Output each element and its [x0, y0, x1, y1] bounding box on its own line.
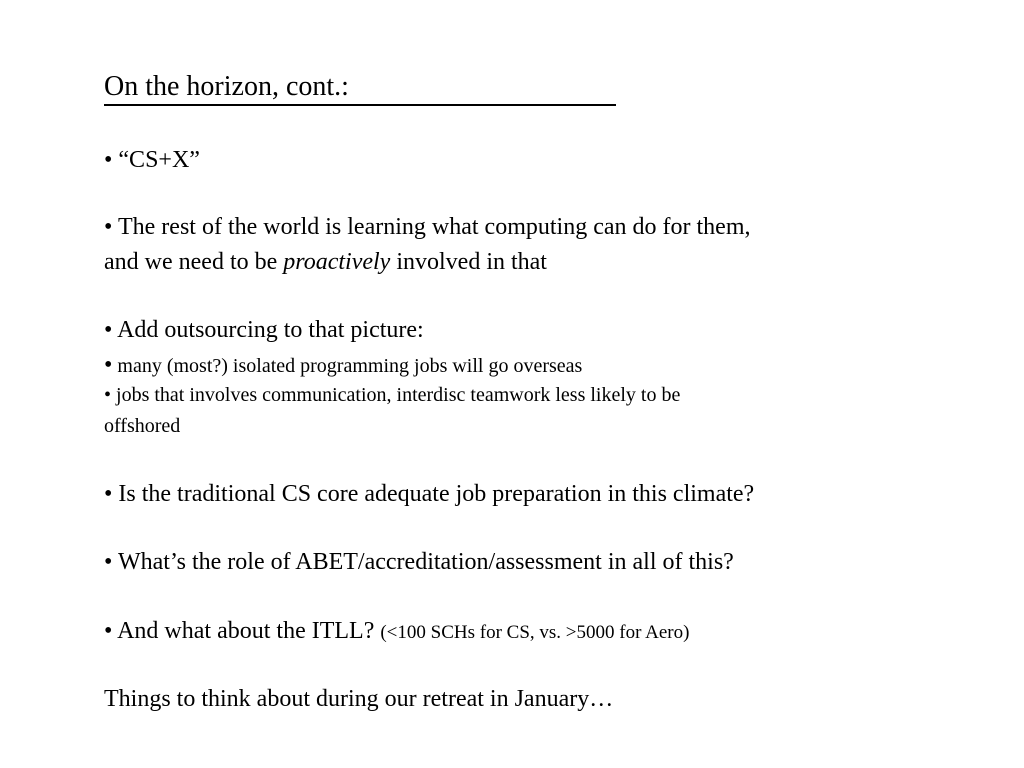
bullet-text: involved in that — [390, 249, 547, 275]
closing-text — [104, 684, 613, 714]
sub-bullet-isolated — [104, 350, 582, 380]
bullet-world-line2 — [104, 247, 547, 277]
bullet-marker: • — [104, 481, 113, 507]
bullet-text: What’s the role of ABET/accreditation/assessment in all of this? — [117, 549, 734, 575]
bullet-text: Is the traditional CS core adequate job preparation in this climate? — [118, 481, 755, 507]
sub-bullet-communication-line2 — [104, 413, 180, 439]
bullet-itll — [104, 616, 689, 648]
bullet-marker: • — [104, 147, 113, 173]
bullet-marker: • — [104, 352, 113, 378]
bullet-world-line1 — [104, 212, 750, 242]
slide-title — [104, 70, 616, 106]
bullet-marker: • — [104, 384, 112, 406]
bullet-text: and we need to be — [104, 249, 284, 275]
bullet-marker: • — [104, 214, 113, 240]
sub-bullet-communication-line1 — [104, 382, 680, 408]
bullet-text: The rest of the world is learning what computing can do for them, — [117, 214, 751, 240]
bullet-marker: • — [104, 317, 113, 343]
bullet-core — [104, 479, 754, 509]
sub-bullet-text: many (most?) isolated programming jobs will go overseas — [117, 355, 583, 377]
slide-title-text: On the horizon, cont.: — [104, 71, 349, 102]
bullet-marker: • — [104, 549, 113, 575]
bullet-csx — [104, 145, 200, 175]
bullet-text: Add outsourcing to that picture: — [117, 317, 424, 343]
bullet-text: “CS+X” — [118, 147, 200, 173]
sub-bullet-text: offshored — [104, 415, 181, 437]
closing-line: Things to think about during our retreat in January… — [104, 686, 614, 712]
emphasis-text: proactively — [283, 249, 391, 275]
bullet-text: And what about the ITLL? — [117, 618, 375, 644]
bullet-outsourcing — [104, 315, 424, 345]
sub-bullet-text: jobs that involves communication, interdisc teamwork less likely to be — [116, 384, 681, 406]
bullet-abet — [104, 547, 734, 577]
bullet-note: (<100 SCHs for CS, vs. >5000 for Aero) — [380, 622, 690, 643]
bullet-marker: • — [104, 618, 113, 644]
